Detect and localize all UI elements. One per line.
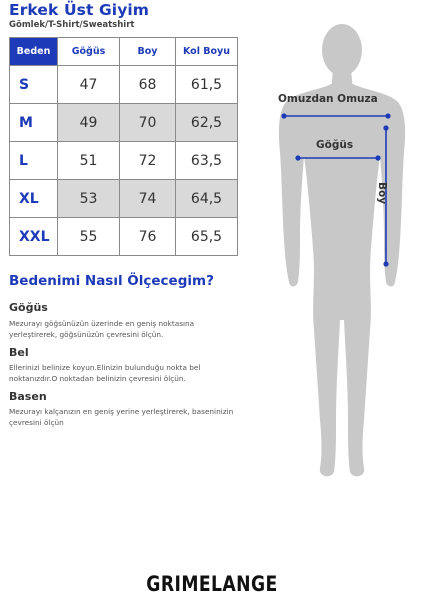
- chest-dot-left: [295, 155, 300, 160]
- section-heading-chest: Göğüs: [9, 301, 48, 314]
- col-header-size: Beden: [10, 38, 58, 66]
- table-row: [10, 104, 238, 142]
- chest-cell: 49: [58, 104, 120, 142]
- howto-title: Bedenimi Nasıl Ölçecegim?: [9, 273, 214, 289]
- chest-cell: 51: [58, 142, 120, 180]
- length-cell: 70: [120, 104, 176, 142]
- length-cell: 72: [120, 142, 176, 180]
- size-cell: S: [10, 66, 58, 104]
- col-header-length: Boy: [120, 38, 176, 66]
- sleeve-cell: 65,5: [176, 218, 238, 256]
- sleeve-cell: 61,5: [176, 66, 238, 104]
- length-dot-bottom: [383, 261, 388, 266]
- length-cell: 74: [120, 180, 176, 218]
- section-heading-waist: Bel: [9, 346, 29, 359]
- section-text-chest: Mezurayı göğsünüzün üzerinde en geniş noktasına yerleştirerek, göğsünüzün çevresini ölçün.: [9, 319, 195, 339]
- size-cell: M: [10, 104, 58, 142]
- col-header-chest: Göğüs: [58, 38, 120, 66]
- length-cell: 76: [120, 218, 176, 256]
- table-row: [10, 218, 238, 256]
- chest-cell: 55: [58, 218, 120, 256]
- shoulder-dot-right: [385, 113, 390, 118]
- shoulder-dot-left: [281, 113, 286, 118]
- section-text-hip: Mezurayı kalçanızın en geniş yerine yerleştirerek, baseninizin çevresini ölçün: [9, 407, 234, 427]
- chest-label: Göğüs: [316, 139, 354, 151]
- table-row: [10, 180, 238, 218]
- chest-cell: 53: [58, 180, 120, 218]
- length-dot-top: [383, 125, 388, 130]
- chest-dot-right: [375, 155, 380, 160]
- body-figure: [262, 20, 422, 490]
- shoulder-label: Omuzdan Omuza: [278, 93, 378, 105]
- section-text-waist: Ellerinizi belinize koyun.Elinizin bulunduğu nokta bel noktanızdır.O noktadan belinizin çevresini ölçün.: [9, 363, 201, 383]
- size-table: [9, 37, 238, 256]
- length-cell: 68: [120, 66, 176, 104]
- table-row: [10, 66, 238, 104]
- size-cell: XXL: [10, 218, 58, 256]
- sleeve-cell: 62,5: [176, 104, 238, 142]
- table-row: [10, 142, 238, 180]
- sleeve-cell: 64,5: [176, 180, 238, 218]
- page-subtitle: Gömlek/T-Shirt/Sweatshirt: [9, 20, 135, 30]
- chest-cell: 47: [58, 66, 120, 104]
- size-cell: XL: [10, 180, 58, 218]
- sleeve-cell: 63,5: [176, 142, 238, 180]
- table-header-row: [10, 38, 238, 66]
- page-title: Erkek Üst Giyim: [9, 1, 150, 19]
- col-header-sleeve: Kol Boyu: [176, 38, 238, 66]
- brand-logo: GRIMELANGE: [146, 572, 278, 596]
- size-cell: L: [10, 142, 58, 180]
- section-heading-hip: Basen: [9, 390, 47, 403]
- length-label: Boy: [376, 182, 388, 205]
